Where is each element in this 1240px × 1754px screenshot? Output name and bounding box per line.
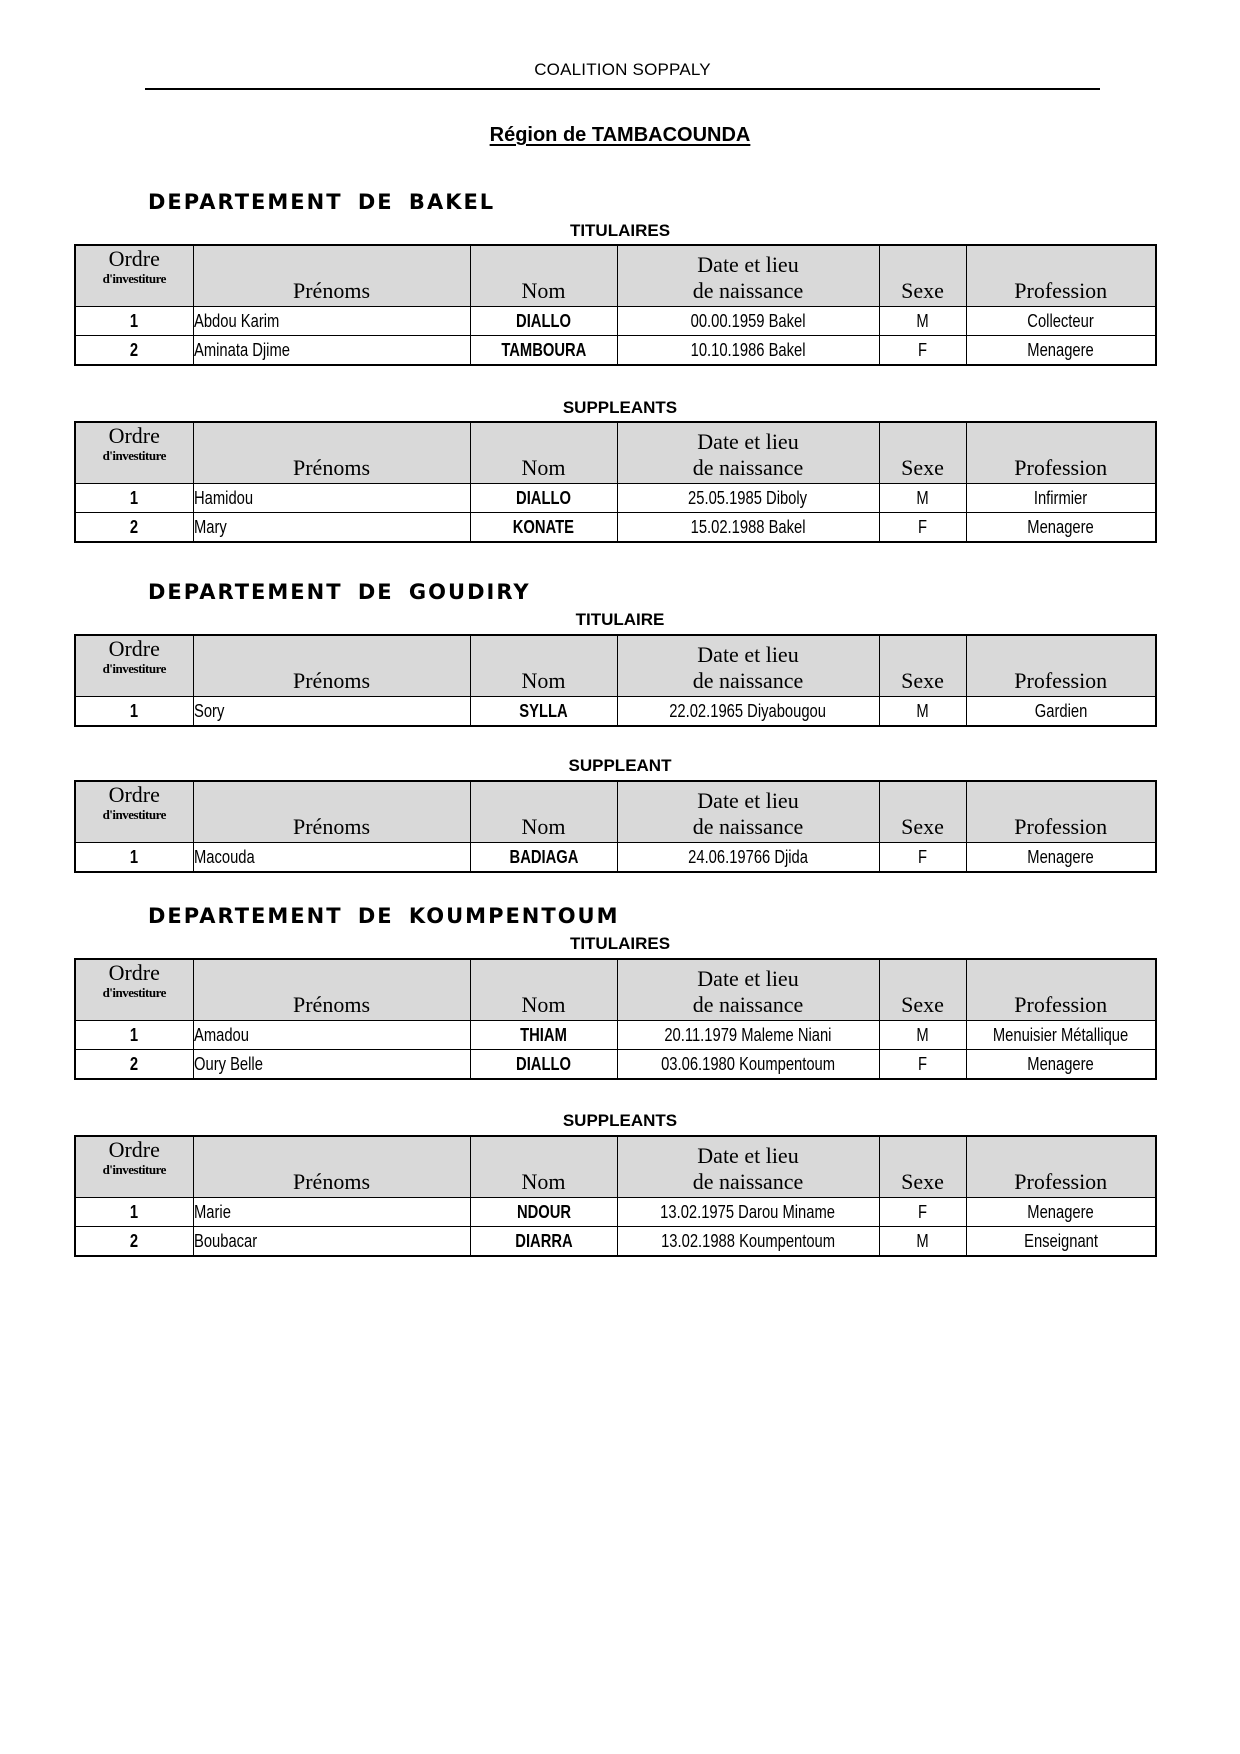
cell-ordre-text: 1 — [130, 488, 139, 508]
col-header-prenoms: Prénoms — [193, 245, 470, 307]
table-row — [75, 1198, 1156, 1227]
table-row — [75, 513, 1156, 543]
cell-ordre — [75, 843, 193, 873]
cell-sexe — [879, 697, 966, 727]
cell-nom — [470, 513, 617, 543]
table-row — [75, 336, 1156, 366]
cell-ordre-text: 2 — [130, 517, 139, 537]
cell-nom — [470, 307, 617, 336]
document-header: COALITION SOPPALY — [534, 60, 711, 79]
candidates-table — [74, 958, 1157, 1080]
cell-date-lieu-text: 24.06.19766 Djida — [688, 847, 808, 867]
cell-date-lieu-text: 22.02.1965 Diyabougou — [669, 701, 827, 721]
col-header-date-lieu — [617, 245, 879, 307]
cell-prenoms — [193, 484, 470, 513]
col-header-ordre-line1: Ordre — [108, 782, 160, 807]
col-header-prenoms: Prénoms — [193, 635, 470, 697]
list-label: TITULAIRES — [569, 221, 671, 240]
col-header-date-line1: Date et lieu — [697, 252, 799, 277]
cell-ordre — [75, 307, 193, 336]
col-header-ordre-line2: d'investiture — [102, 807, 166, 822]
table-header-row — [75, 959, 1156, 1021]
cell-profession-text: Menagere — [1027, 1202, 1094, 1222]
cell-ordre-text: 1 — [130, 701, 139, 721]
col-header-profession: Profession — [966, 1136, 1156, 1198]
cell-profession — [966, 1198, 1156, 1227]
cell-nom — [470, 1021, 617, 1050]
cell-profession-text: Menagere — [1027, 517, 1094, 537]
cell-sexe-text: M — [916, 1231, 929, 1251]
table-row — [75, 484, 1156, 513]
cell-nom — [470, 484, 617, 513]
candidates-table — [74, 1135, 1157, 1257]
cell-date-lieu — [617, 1050, 879, 1080]
cell-ordre — [75, 1021, 193, 1050]
cell-sexe — [879, 307, 966, 336]
cell-prenoms — [193, 1050, 470, 1080]
col-header-ordre-line2: d'investiture — [102, 985, 166, 1000]
col-header-prenoms: Prénoms — [193, 1136, 470, 1198]
header-divider — [145, 88, 1100, 90]
col-header-nom: Nom — [470, 635, 617, 697]
cell-prenoms — [193, 843, 470, 873]
cell-sexe — [879, 336, 966, 366]
col-header-nom: Nom — [470, 422, 617, 484]
cell-profession-text: Menagere — [1027, 847, 1094, 867]
cell-nom-text: DIARRA — [514, 1231, 573, 1251]
cell-ordre-text: 2 — [130, 340, 139, 360]
cell-nom-text: KONATE — [512, 517, 575, 537]
cell-sexe-text: M — [916, 311, 929, 331]
cell-date-lieu — [617, 307, 879, 336]
cell-nom-text: DIALLO — [516, 311, 571, 331]
cell-date-lieu — [617, 513, 879, 543]
col-header-sexe: Sexe — [879, 1136, 966, 1198]
cell-nom — [470, 1198, 617, 1227]
col-header-sexe: Sexe — [879, 635, 966, 697]
cell-nom-text: DIALLO — [516, 1054, 571, 1074]
cell-profession-text: Menagere — [1027, 340, 1094, 360]
cell-sexe — [879, 843, 966, 873]
cell-prenoms-text: Marie — [193, 1202, 231, 1222]
list-label: SUPPLEANT — [568, 756, 672, 775]
col-header-date-lieu — [617, 1136, 879, 1198]
region-title: Région de TAMBACOUNDA — [489, 124, 751, 146]
cell-profession — [966, 336, 1156, 366]
cell-profession — [966, 697, 1156, 727]
col-header-ordre-line1: Ordre — [108, 423, 160, 448]
cell-ordre-text: 1 — [130, 1202, 139, 1222]
col-header-ordre-line2: d'investiture — [102, 448, 166, 463]
list-label: TITULAIRES — [569, 934, 671, 953]
table-header-row — [75, 245, 1156, 307]
cell-nom-text: TAMBOURA — [501, 340, 586, 360]
cell-profession-text: Collecteur — [1027, 311, 1094, 331]
cell-ordre — [75, 484, 193, 513]
cell-prenoms — [193, 513, 470, 543]
cell-sexe-text: F — [917, 340, 928, 360]
cell-sexe-text: M — [916, 488, 929, 508]
col-header-prenoms: Prénoms — [193, 781, 470, 843]
cell-ordre — [75, 1050, 193, 1080]
cell-sexe — [879, 1021, 966, 1050]
cell-prenoms — [193, 697, 470, 727]
col-header-ordre-line2: d'investiture — [102, 1162, 166, 1177]
col-header-ordre — [75, 245, 193, 307]
cell-nom-text: DIALLO — [516, 488, 571, 508]
candidates-table — [74, 244, 1157, 366]
cell-nom — [470, 1050, 617, 1080]
col-header-sexe: Sexe — [879, 781, 966, 843]
cell-sexe — [879, 484, 966, 513]
cell-prenoms — [193, 1227, 470, 1257]
table-row — [75, 307, 1156, 336]
col-header-date-line2: de naissance — [692, 1169, 804, 1194]
col-header-date-line1: Date et lieu — [697, 1143, 799, 1168]
cell-prenoms-text: Aminata Djime — [193, 340, 290, 360]
table-row — [75, 697, 1156, 727]
col-header-prenoms: Prénoms — [193, 422, 470, 484]
cell-profession — [966, 484, 1156, 513]
cell-date-lieu — [617, 697, 879, 727]
cell-ordre — [75, 1227, 193, 1257]
col-header-date-line2: de naissance — [692, 992, 804, 1017]
cell-date-lieu — [617, 1198, 879, 1227]
cell-date-lieu-text: 13.02.1988 Koumpentoum — [661, 1231, 835, 1251]
cell-ordre-text: 2 — [130, 1054, 139, 1074]
cell-prenoms-text: Sory — [193, 701, 224, 721]
cell-date-lieu — [617, 336, 879, 366]
col-header-ordre-line1: Ordre — [108, 1137, 160, 1162]
cell-sexe-text: F — [917, 1054, 928, 1074]
col-header-sexe: Sexe — [879, 422, 966, 484]
col-header-date-line2: de naissance — [692, 814, 804, 839]
cell-ordre-text: 2 — [130, 1231, 139, 1251]
cell-profession-text: Menuisier Métallique — [993, 1025, 1129, 1045]
col-header-nom: Nom — [470, 245, 617, 307]
cell-nom — [470, 1227, 617, 1257]
col-header-sexe: Sexe — [879, 959, 966, 1021]
cell-ordre — [75, 697, 193, 727]
table-header-row — [75, 422, 1156, 484]
cell-profession-text: Menagere — [1027, 1054, 1094, 1074]
cell-sexe-text: M — [916, 1025, 929, 1045]
cell-prenoms-text: Abdou Karim — [193, 311, 279, 331]
cell-prenoms — [193, 336, 470, 366]
cell-date-lieu — [617, 1021, 879, 1050]
col-header-nom: Nom — [470, 959, 617, 1021]
col-header-profession: Profession — [966, 422, 1156, 484]
col-header-sexe: Sexe — [879, 245, 966, 307]
col-header-ordre — [75, 959, 193, 1021]
list-label: SUPPLEANTS — [562, 1111, 678, 1130]
cell-date-lieu-text: 20.11.1979 Maleme Niani — [664, 1025, 832, 1045]
cell-prenoms — [193, 307, 470, 336]
col-header-ordre — [75, 1136, 193, 1198]
department-title: DEPARTEMENT DE KOUMPENTOUM — [148, 904, 620, 928]
cell-profession-text: Infirmier — [1034, 488, 1088, 508]
cell-sexe-text: F — [917, 517, 928, 537]
cell-sexe-text: F — [917, 847, 928, 867]
list-label: SUPPLEANTS — [562, 398, 678, 417]
col-header-date-line1: Date et lieu — [697, 642, 799, 667]
cell-profession — [966, 843, 1156, 873]
cell-nom-text: NDOUR — [516, 1202, 571, 1222]
cell-ordre — [75, 1198, 193, 1227]
cell-prenoms-text: Mary — [193, 517, 227, 537]
cell-nom-text: THIAM — [520, 1025, 567, 1045]
cell-date-lieu-text: 03.06.1980 Koumpentoum — [661, 1054, 835, 1074]
cell-nom — [470, 336, 617, 366]
candidates-table — [74, 421, 1157, 543]
col-header-date-lieu — [617, 635, 879, 697]
cell-ordre-text: 1 — [130, 311, 139, 331]
cell-prenoms — [193, 1198, 470, 1227]
cell-date-lieu-text: 10.10.1986 Bakel — [690, 340, 806, 360]
cell-prenoms-text: Amadou — [193, 1025, 249, 1045]
table-row — [75, 1050, 1156, 1080]
cell-profession — [966, 1227, 1156, 1257]
cell-date-lieu-text: 25.05.1985 Diboly — [688, 488, 808, 508]
list-label: TITULAIRE — [575, 610, 665, 629]
cell-profession — [966, 1050, 1156, 1080]
col-header-ordre-line1: Ordre — [108, 960, 160, 985]
cell-profession — [966, 1021, 1156, 1050]
col-header-date-line1: Date et lieu — [697, 966, 799, 991]
department-title: DEPARTEMENT DE GOUDIRY — [148, 580, 531, 604]
cell-ordre — [75, 513, 193, 543]
cell-date-lieu-text: 15.02.1988 Bakel — [690, 517, 806, 537]
table-row — [75, 1227, 1156, 1257]
cell-profession — [966, 307, 1156, 336]
col-header-date-line2: de naissance — [692, 668, 804, 693]
col-header-nom: Nom — [470, 781, 617, 843]
col-header-nom: Nom — [470, 1136, 617, 1198]
col-header-date-lieu — [617, 781, 879, 843]
cell-nom — [470, 697, 617, 727]
cell-ordre — [75, 336, 193, 366]
cell-date-lieu-text: 00.00.1959 Bakel — [690, 311, 806, 331]
cell-prenoms — [193, 1021, 470, 1050]
cell-sexe — [879, 1050, 966, 1080]
col-header-ordre-line1: Ordre — [108, 246, 160, 271]
table-header-row — [75, 635, 1156, 697]
table-row — [75, 1021, 1156, 1050]
table-header-row — [75, 781, 1156, 843]
col-header-prenoms: Prénoms — [193, 959, 470, 1021]
col-header-profession: Profession — [966, 959, 1156, 1021]
col-header-ordre — [75, 781, 193, 843]
col-header-date-line1: Date et lieu — [697, 429, 799, 454]
cell-nom-text: BADIAGA — [509, 847, 578, 867]
cell-date-lieu-text: 13.02.1975 Darou Miname — [660, 1202, 836, 1222]
cell-date-lieu — [617, 484, 879, 513]
table-header-row — [75, 1136, 1156, 1198]
cell-date-lieu — [617, 1227, 879, 1257]
cell-profession-text: Enseignant — [1023, 1231, 1098, 1251]
col-header-profession: Profession — [966, 245, 1156, 307]
cell-nom-text: SYLLA — [519, 701, 568, 721]
table-row — [75, 843, 1156, 873]
col-header-date-lieu — [617, 959, 879, 1021]
cell-prenoms-text: Oury Belle — [193, 1054, 263, 1074]
col-header-ordre — [75, 635, 193, 697]
cell-prenoms-text: Boubacar — [193, 1231, 257, 1251]
col-header-date-lieu — [617, 422, 879, 484]
cell-sexe — [879, 1227, 966, 1257]
candidates-table — [74, 780, 1157, 873]
col-header-date-line2: de naissance — [692, 278, 804, 303]
col-header-date-line2: de naissance — [692, 455, 804, 480]
cell-date-lieu — [617, 843, 879, 873]
cell-ordre-text: 1 — [130, 847, 139, 867]
col-header-profession: Profession — [966, 635, 1156, 697]
col-header-ordre-line2: d'investiture — [102, 271, 166, 286]
cell-profession — [966, 513, 1156, 543]
cell-ordre-text: 1 — [130, 1025, 139, 1045]
department-title: DEPARTEMENT DE BAKEL — [148, 190, 496, 214]
col-header-ordre-line1: Ordre — [108, 636, 160, 661]
col-header-ordre-line2: d'investiture — [102, 661, 166, 676]
col-header-ordre — [75, 422, 193, 484]
cell-prenoms-text: Macouda — [193, 847, 255, 867]
cell-prenoms-text: Hamidou — [193, 488, 253, 508]
col-header-date-line1: Date et lieu — [697, 788, 799, 813]
cell-nom — [470, 843, 617, 873]
col-header-profession: Profession — [966, 781, 1156, 843]
cell-sexe-text: M — [916, 701, 929, 721]
candidates-table — [74, 634, 1157, 727]
cell-sexe-text: F — [917, 1202, 928, 1222]
cell-sexe — [879, 513, 966, 543]
cell-profession-text: Gardien — [1034, 701, 1088, 721]
cell-sexe — [879, 1198, 966, 1227]
